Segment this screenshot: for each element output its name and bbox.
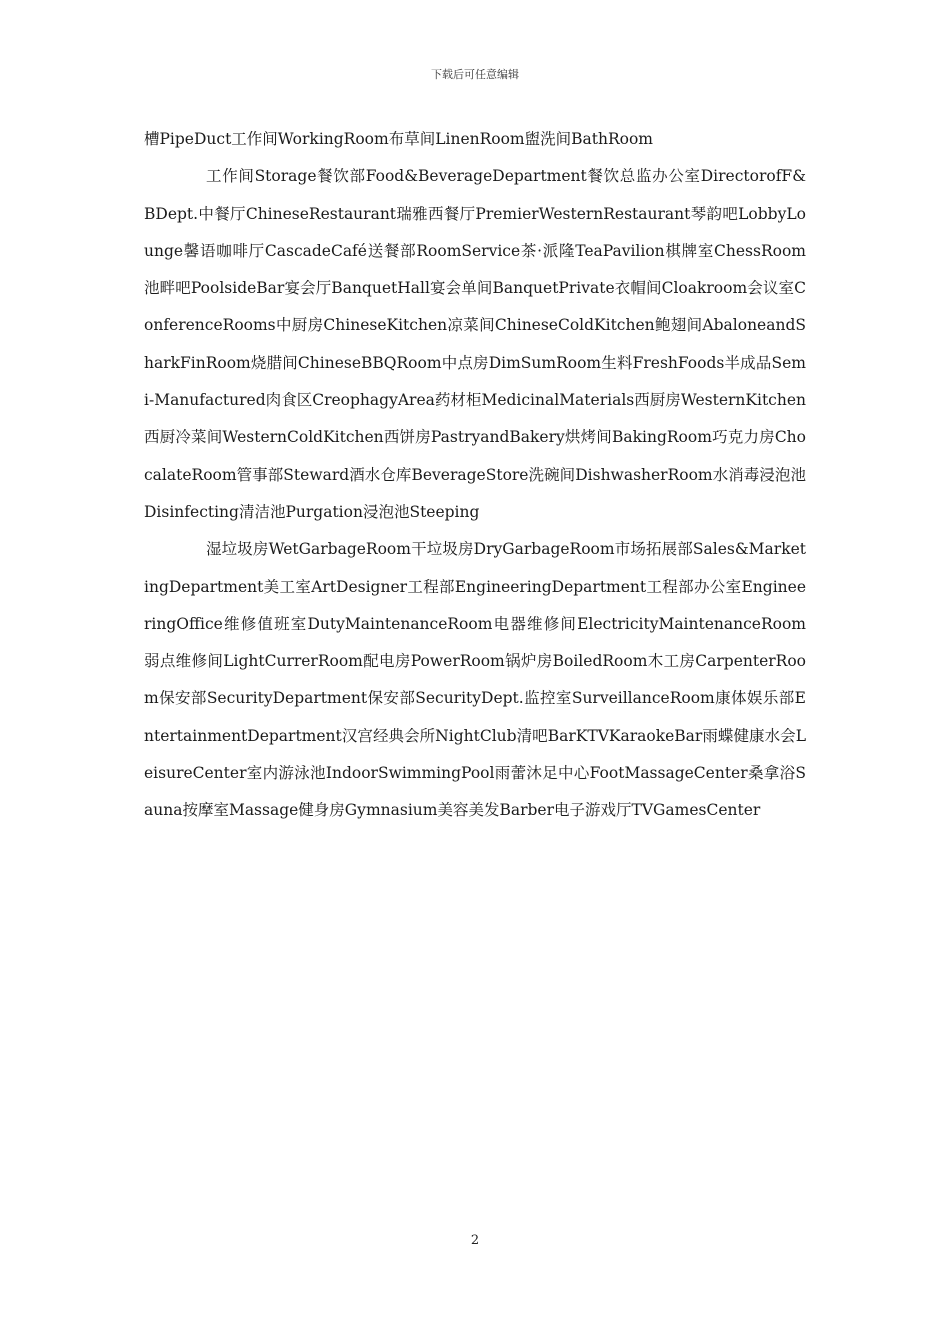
paragraph-2: 工作间Storage餐饮部Food&BeverageDepartment餐饮总监办公室DirectorofF&BDept.中餐厅ChineseRestaurant瑞雅西餐厅PremierWesternRestaurant琴韵吧LobbyLounge馨语咖啡厅CascadeCafé送餐部RoomService茶·派隆TeaPavilion棋牌室ChessRoom池畔吧PoolsideBar宴会厅BanquetHall宴会单间BanquetPrivate衣帽间Cloakroom会议室ConferenceRooms中厨房ChineseKitchen凉菜间ChineseColdKitchen鲍翅间AbaloneandSharkFinRoom烧腊间ChineseBBQRoom中点房DimSumRoom生料FreshFoods半成品Semi-Manufactured肉食区CreophagyArea药材柜MedicinalMaterials西厨房WesternKitchen西厨冷菜间WesternColdKitchen西饼房PastryandBakery烘烤间BakingRoom巧克力房ChocalateRoom管事部Steward酒水仓库BeverageStore洗碗间DishwasherRoom水消毒浸泡池Disinfecting清洁池Purgation浸泡池Steeping [144,167,806,521]
page-footer [0,1233,950,1248]
page-number: 2 [470,1233,480,1248]
paragraph-3: 湿垃圾房WetGarbageRoom干垃圾房DryGarbageRoom市场拓展部Sales&MarketingDepartment美工室ArtDesigner工程部EngineeringDepartment工程部办公室EngineeringOffice维修值班室DutyMaintenanceRoom电器维修间ElectricityMaintenanceRoom弱点维修间LightCurrerRoom配电房PowerRoom锅炉房BoiledRoom木工房CarpenterRoom保安部SecurityDepartment保安部SecurityDept.监控室SurveillanceRoom康体娱乐部EntertainmentDepartment汉宫经典会所NightClub清吧BarKTVKaraokeBar雨蝶健康水会LeisureCenter室内游泳池IndoorSwimmingPool雨蕾沐足中心FootMassageCenter桑拿浴Sauna按摩室Massage健身房Gymnasium美容美发Barber电子游戏厅TVGamesCenter [144,540,806,820]
header-text: 下载后可任意编辑 [431,68,519,81]
page-header [0,66,950,82]
document-body [144,121,806,830]
paragraph-1: 槽PipeDuct工作间WorkingRoom布草间LinenRoom盥洗间BathRoom [144,130,654,148]
